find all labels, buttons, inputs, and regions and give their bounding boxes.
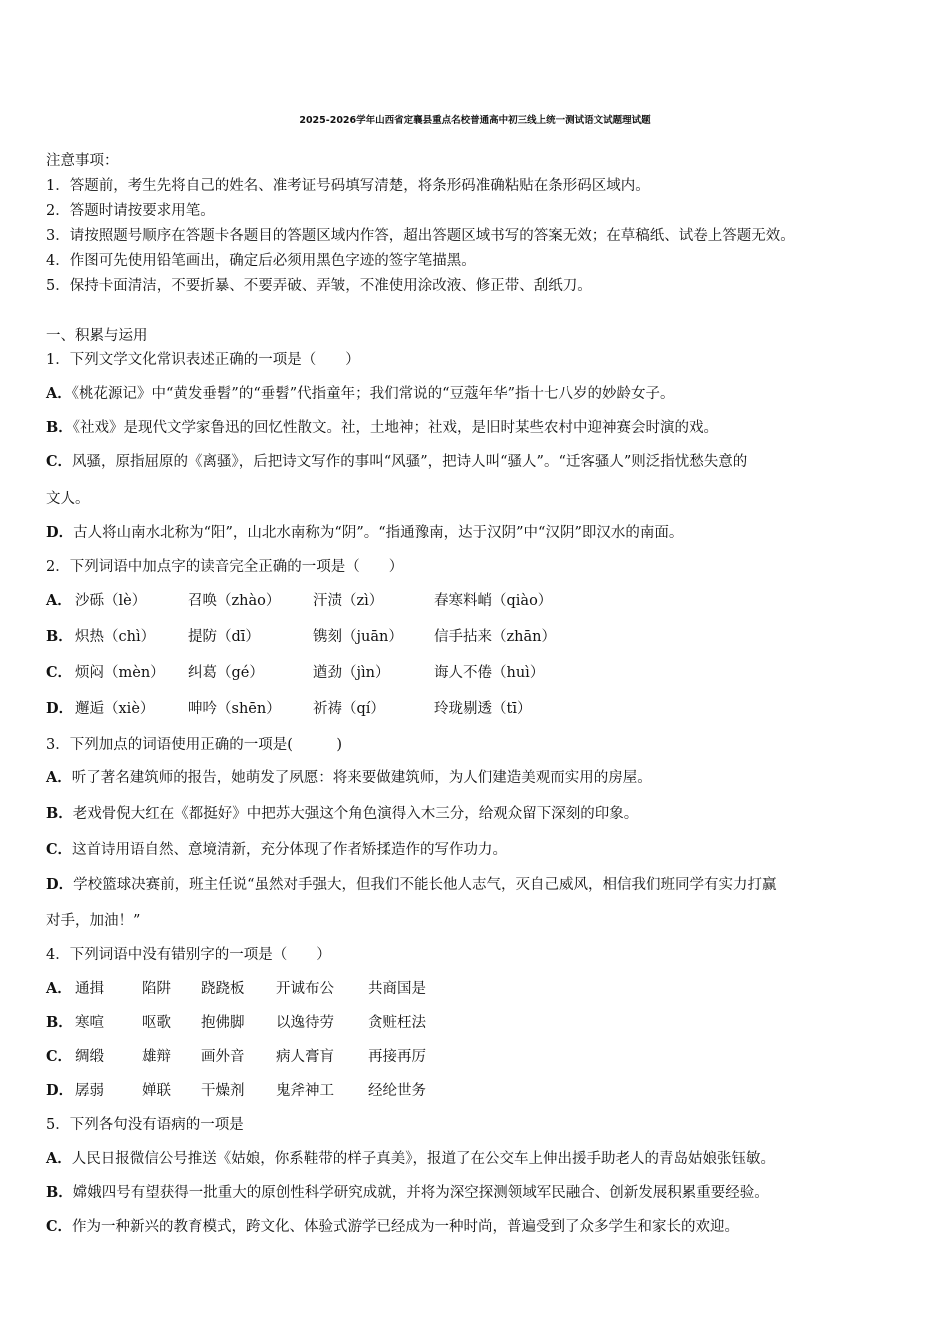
question-3-option-d: D．学校篮球决赛前，班主任说“虽然对手强大，但我们不能长他人志气，灭自己威风，相信我们班同学有实力打赢 <box>46 876 777 893</box>
notice-item: 1．答题前，考生先将自己的姓名、准考证号码填写清楚，将条形码准确粘贴在条形码区域内。 <box>46 178 650 194</box>
word: 通揖 <box>75 981 104 997</box>
question-1-option-c-cont: 文人。 <box>46 491 90 507</box>
page-title: 2025-2026学年山西省定襄县重点名校普通高中初三线上统一测试语文试题理试题 <box>299 115 651 126</box>
question-5-option-c: C．作为一种新兴的教育模式，跨文化、体验式游学已经成为一种时尚，普遍受到了众多学生和家长的欢迎。 <box>46 1218 740 1235</box>
option-label: C． <box>46 1218 73 1235</box>
question-2-stem: 2．下列词语中加点字的读音完全正确的一项是（ ） <box>46 559 404 575</box>
option-label: D． <box>46 524 74 541</box>
option-label: A． <box>46 385 72 402</box>
option-label: A． <box>46 769 72 786</box>
word: 跷跷板 <box>201 981 245 997</box>
question-5-stem: 5．下列各句没有语病的一项是 <box>46 1117 244 1133</box>
word: 烦闷（mèn） <box>75 665 165 681</box>
word: 春寒料峭（qiào） <box>434 593 553 609</box>
option-label: D． <box>46 876 74 893</box>
option-label: A． <box>46 980 72 997</box>
word: 画外音 <box>201 1049 245 1065</box>
question-3-option-a: A．听了著名建筑师的报告，她萌发了夙愿：将来要做建筑师，为人们建造美观而实用的房屋。 <box>46 769 652 786</box>
word: 玲珑剔透（tī） <box>434 701 532 717</box>
word: 开诚布公 <box>276 981 334 997</box>
question-5-option-b: B．嫦娥四号有望获得一批重大的原创性科学研究成就，并将为深空探测领域军民融合、创新发展积累重要经验。 <box>46 1184 769 1201</box>
word: 邂逅（xiè） <box>75 701 155 717</box>
option-label: B． <box>46 1014 73 1031</box>
word: 经纶世务 <box>368 1083 426 1099</box>
option-label: B． <box>46 1184 73 1201</box>
word: 纠葛（gé） <box>188 665 264 681</box>
word: 诲人不倦（huì） <box>434 665 545 681</box>
question-4-stem: 4．下列词语中没有错别字的一项是（ ） <box>46 947 331 963</box>
option-label: B． <box>46 628 73 645</box>
question-1-stem: 1．下列文学文化常识表述正确的一项是（ ） <box>46 352 360 368</box>
word: 镌刻（juān） <box>313 629 403 645</box>
word: 沙砾（lè） <box>75 593 147 609</box>
question-3-option-b: B．老戏骨倪大红在《都挺好》中把苏大强这个角色演得入木三分，给观众留下深刻的印象。 <box>46 805 639 822</box>
option-label: C． <box>46 664 73 681</box>
notice-item: 2．答题时请按要求用笔。 <box>46 203 215 219</box>
question-1-option-d: D．古人将山南水北称为“阳”，山北水南称为“阴”。“指通豫南，达于汉阴”中“汉阴”即汉水的南面。 <box>46 524 684 541</box>
question-1-option-c: C．风骚，原指屈原的《离骚》，后把诗文写作的事叫“风骚”，把诗人叫“骚人”。“迁客骚人”则泛指忧愁失意的 <box>46 453 748 470</box>
word: 信手拈来（zhān） <box>434 629 556 645</box>
question-1-option-b: B．《社戏》是现代文学家鲁迅的回忆性散文。社，土地神；社戏，是旧时某些农村中迎神赛会时演的戏。 <box>46 419 719 436</box>
word: 寒喧 <box>75 1015 104 1031</box>
word: 病人膏肓 <box>276 1049 334 1065</box>
question-3-option-c: C．这首诗用语自然、意境清新，充分体现了作者矫揉造作的写作功力。 <box>46 841 508 858</box>
question-3-stem: 3．下列加点的词语使用正确的一项是( ) <box>46 737 343 753</box>
word: 再接再厉 <box>368 1049 426 1065</box>
word: 共商国是 <box>368 981 426 997</box>
word: 雄辩 <box>142 1049 171 1065</box>
word: 呻吟（shēn） <box>188 701 281 717</box>
word: 贪赃枉法 <box>368 1015 426 1031</box>
question-5-option-a: A．人民日报微信公号推送《姑娘，你系鞋带的样子真美》，报道了在公交车上伸出援手助老人的青岛姑娘张钰敏。 <box>46 1150 776 1167</box>
notice-item: 3．请按照题号顺序在答题卡各题目的答题区域内作答，超出答题区域书写的答案无效；在草稿纸、试卷上答题无效。 <box>46 228 795 244</box>
option-label: C． <box>46 453 73 470</box>
word: 鬼斧神工 <box>276 1083 334 1099</box>
option-label: C． <box>46 1048 73 1065</box>
word: 提防（dī） <box>188 629 260 645</box>
word: 遒劲（jìn） <box>313 665 390 681</box>
notice-item: 4．作图可先使用铅笔画出，确定后必须用黑色字迹的签字笔描黑。 <box>46 253 476 269</box>
word: 炽热（chì） <box>75 629 156 645</box>
option-label: D． <box>46 700 74 717</box>
word: 婵联 <box>142 1083 171 1099</box>
option-label: B． <box>46 805 73 822</box>
option-label: A． <box>46 1150 72 1167</box>
word: 祈祷（qí） <box>313 701 385 717</box>
word: 呕歌 <box>142 1015 171 1031</box>
question-3-option-d-cont: 对手，加油！” <box>46 913 141 929</box>
word: 陷阱 <box>142 981 171 997</box>
word: 以逸待劳 <box>276 1015 334 1031</box>
word: 汗渍（zì） <box>313 593 384 609</box>
word: 绸缎 <box>75 1049 104 1065</box>
notice-heading: 注意事项： <box>46 153 119 169</box>
notice-item: 5．保持卡面清洁，不要折暴、不要弄破、弄皱，不准使用涂改液、修正带、刮纸刀。 <box>46 278 592 294</box>
question-1-option-a: A．《桃花源记》中“黄发垂髫”的“垂髫”代指童年；我们常说的“豆蔻年华”指十七八岁的妙龄女子。 <box>46 385 675 402</box>
section-heading: 一、积累与运用 <box>46 328 148 344</box>
option-label: D． <box>46 1082 74 1099</box>
word: 孱弱 <box>75 1083 104 1099</box>
option-label: B． <box>46 419 73 436</box>
option-label: A． <box>46 592 72 609</box>
word: 召唤（zhào） <box>188 593 281 609</box>
word: 干燥剂 <box>201 1083 245 1099</box>
word: 抱佛脚 <box>201 1015 245 1031</box>
option-label: C． <box>46 841 73 858</box>
